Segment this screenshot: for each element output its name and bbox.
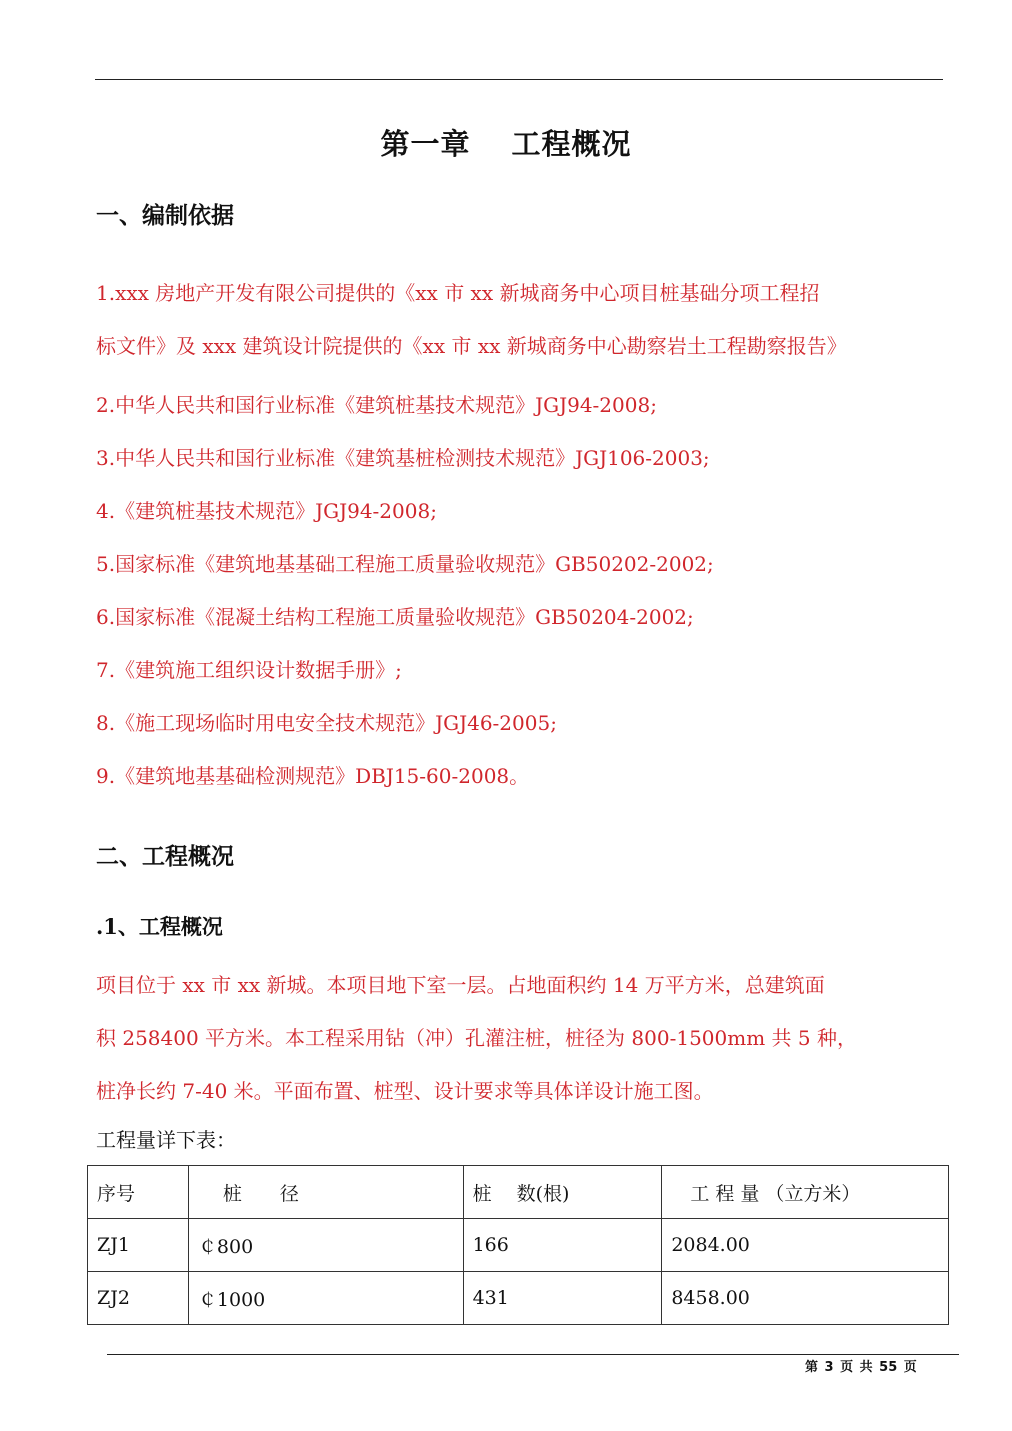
header-cell-index: 序号 — [88, 1166, 189, 1219]
cell-count: 431 — [463, 1272, 662, 1325]
overview-paragraph-line: 桩净长约 7-40 米。平面布置、桩型、设计要求等具体详设计施工图。 — [96, 1079, 714, 1103]
table-row — [88, 1272, 949, 1325]
reference-item-6: 6.国家标准《混凝土结构工程施工质量验收规范》GB50204-2002; — [96, 605, 694, 629]
overview-paragraph-line: 项目位于 xx 市 xx 新城。本项目地下室一层。占地面积约 14 万平方米，总建筑面 — [96, 973, 825, 997]
quantity-table — [87, 1165, 949, 1325]
table-row — [88, 1219, 949, 1272]
reference-item-7: 7.《建筑施工组织设计数据手册》; — [96, 658, 402, 682]
header-cell-count: 桩 数(根) — [463, 1166, 662, 1219]
reference-item-1-line-1: 1.xxx 房地产开发有限公司提供的《xx 市 xx 新城商务中心项目桩基础分项工程招 — [96, 281, 820, 305]
reference-item-8: 8.《施工现场临时用电安全技术规范》JGJ46-2005; — [96, 711, 557, 735]
header-cell-diameter: 桩 径 — [188, 1166, 463, 1219]
table-header-row — [88, 1166, 949, 1219]
page-number: 第 3 页 共 55 页 — [805, 1360, 917, 1375]
reference-item-9: 9.《建筑地基基础检测规范》DBJ15-60-2008。 — [96, 764, 530, 788]
reference-item-1 — [96, 267, 944, 373]
cell-index: ZJ2 — [88, 1272, 189, 1325]
header-rule — [95, 79, 943, 80]
reference-item-1-line-2: 标文件》及 xxx 建筑设计院提供的《xx 市 xx 新城商务中心勘察岩土工程勘察报告》 — [96, 334, 847, 358]
table-caption: 工程量详下表： — [96, 1128, 236, 1152]
cell-diameter: ￠800 — [188, 1219, 463, 1272]
reference-item-3: 3.中华人民共和国行业标准《建筑基桩检测技术规范》JGJ106-2003; — [96, 446, 710, 470]
cell-volume: 2084.00 — [662, 1219, 949, 1272]
section-heading-basis: 一、编制依据 — [96, 202, 234, 229]
cell-index: ZJ1 — [88, 1219, 189, 1272]
overview-paragraph — [96, 959, 944, 1118]
reference-item-2: 2.中华人民共和国行业标准《建筑桩基技术规范》JGJ94-2008; — [96, 393, 657, 417]
cell-count: 166 — [463, 1219, 662, 1272]
subsection-heading-overview: .1、工程概况 — [96, 914, 223, 939]
chapter-title: 第一章 工程概况 — [380, 127, 632, 161]
overview-paragraph-line: 积 258400 平方米。本工程采用钻（冲）孔灌注桩，桩径为 800-1500mm 共 5 种， — [96, 1026, 857, 1050]
footer-rule — [107, 1354, 959, 1355]
cell-volume: 8458.00 — [662, 1272, 949, 1325]
reference-item-5: 5.国家标准《建筑地基基础工程施工质量验收规范》GB50202-2002; — [96, 552, 714, 576]
reference-item-4: 4.《建筑桩基技术规范》JGJ94-2008; — [96, 499, 437, 523]
section-heading-overview: 二、工程概况 — [96, 843, 234, 870]
cell-diameter: ￠1000 — [188, 1272, 463, 1325]
header-cell-volume: 工 程 量 （立方米） — [662, 1166, 949, 1219]
